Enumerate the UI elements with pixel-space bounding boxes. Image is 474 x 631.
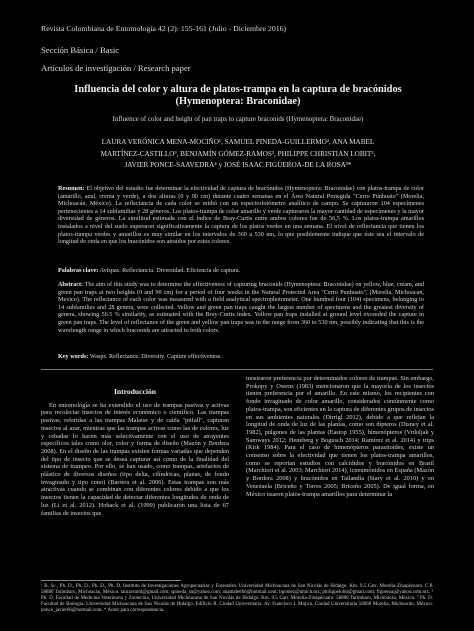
abstract-english-text: The aim of this study was to determine the effectiveness of capturing braconids (Hymenoptera: Braconidae) on yellow, blue, cream, and green pan traps at two heights (0 and 90 cm) for a period of four weeks in the Natural Protected Area "Cerro Punhuato", (Morelia, Michoacan, Mexico). The reflectance of each color was measured with a field analytical spectrophotometer. One hundred four (104) specimens, belonging to 14 subfamilies and 28 genera, were collected. Yellow and green pan traps caught the largest number of specimens and the greatest diversity of genera, showing 56.5 % similarity, as estimated with the Bray-Curtis index. Yellow pan traps installed at ground level exceeded the capture in green pan traps. The level of reflectance of the green and yellow pan traps was in the range from 360 to 530 nm, possibly indicating that this is the wavelength range in which braconids are attracted to both colors. [58, 281, 424, 334]
journal-header: Revista Colombiana de Entomología 42 (2): 155-161 (Julio - Diciembre 2016) [41, 24, 287, 33]
abstract-spanish-text: El objetivo del estudio fue determinar la efectividad de captura de bracónidos (Hymenoptera: Braconidae) con platos-trampa de color (amarillo, azul, crema y verde), a dos alturas (0 y 90 cm) durante cuatro semanas en el Área Natural Protegida "Cerro Punhuato" (Morelia, Michoacán, México). La reflectancia de cada color se midió con un espectrofotómetro analítico de campo. Se capturaron 104 especímenes pertenecientes a 14 subfamilias y 28 géneros. Los platos-trampa de color amarillo y verde capturaron la mayor cantidad de especímenes y la mayor diversidad de géneros. La similitud estimada con el índice de Bray-Curtis entre ambos colores fue de 56,5 %. Los platos-trampa amarillos instalados a nivel del suelo superaron significativamente la captura de los platos verdes en una semana. El nivel de reflectancia que tienen los platos-trampa verdes y amarillos es muy similar en los intervalos de 360 a 530 nm, lo que posiblemente indique que éste sea el intervalo de longitud de onda en que los bracónidos son atraídos por estos colores. [58, 185, 424, 246]
abstract-english-label: Abstract: [58, 281, 84, 288]
keywords-english [58, 353, 424, 361]
article-title: Influencia del color y altura de platos-trampa en la captura de bracónidos (Hymenoptera: Braconidae) [74, 84, 402, 108]
body-column-right [246, 375, 434, 498]
author-affiliations-footnote: ¹ B. Sc., Ph. D., Ph. D., Ph. D., Ph. D. Instituto de Investigaciones Agropecuarias y Forestales. Universidad Michoacana de San Nicolás de Hidalgo. Km. 9.5 Carr. Morelia-Zinapécuaro. C.P. 58880 Tarímbaro, Michoacán, México. lauravmml@gmail.com; spineda_sn@yahoo.com; anamabel66@hotmail.com; bgomez@umich.mx; philippelobit@gmail.com; figueroaj@yahoo.com.mx. ² Ph. D. Facultad de Medicina Veterinaria y Zootecnia, Universidad Michoacana de San Nicolás de Hidalgo. Km. 9.5 Carr. Morelia-Zinapécuaro. 58880 Tarímbaro, Michoacán, México. ³ Ph. D. Facultad de Biología. Universidad Michoacana de San Nicolás de Hidalgo. Edificio R. Ciudad Universitaria. Av. Francisco J. Mújica. Ciudad Universitaria 58060 Morelia, Michoacán, México. ponce_javier66@hotmail.com. * Autor para correspondencia. [41, 584, 433, 614]
intro-heading: Introducción [113, 387, 157, 396]
author-line-1: LAURA VERÓNICA MENA-MOCIÑO¹, SAMUEL PINEDA-GUILLERMO², ANA MABEL [101, 138, 375, 146]
keywords-spanish-text: Avispas. Reflectancia. Diversidad. Eficiencia de captura. [99, 267, 241, 274]
abstract-spanish [58, 185, 424, 246]
section-label: Sección Básica / Basic [41, 45, 120, 55]
intro-paragraph-right: mostraron preferencia por determinados colores de trampas. Sin embargo, Prokopy y Owens (1983) mencionaron que la mayoría de los insectos tienen preferencia por el amarillo. En este mismo, los recipientes con fondo invaginado de color amarillo, considerados comúnmente como platos-trampa, son eficientes en la captura de diferentes grupos de insectos en sus ambientes naturales (Dirrigl 2012), debido a que reflejan la longitud de onda de luz de las plantas, como son dípteros (Disney et al. 1982), pulgones de las plantas (Eastop 1955), himenópteros (Vrdoljak y Samways 2012; Heneberg y Bogusch 2014; Ramírez et al. 2014) y trips (Kirk 1984). Para el caso de himenópteros parasitoides, existe un consenso sobre la efectividad que tienen los platos-trampa amarillos, como se reportan estudios con calcídidos y bracónidos en Brasil (Marchiori et al. 2003; Marchiori 2014), icneumónidos en España (Mazón y Bordera 2008) y bracónidos en Tailandia (Stary et al. 2010) y en Venezuela (Briceño y Torres 2005; Briceño 2005). De igual forma, en México usaron platos-trampa amarillos para determinar la [246, 375, 434, 498]
body-column-left [41, 388, 229, 517]
keywords-spanish-label: Palabras clave: [58, 267, 99, 274]
keywords-english-text: Wasps. Reflectance. Diversity. Capture effectiveness. [89, 353, 222, 360]
author-list [44, 137, 432, 172]
abstract-english [58, 281, 424, 334]
subsection-label: Artículos de investigación / Research paper [41, 63, 191, 73]
article-title-english: Influence of color and height of pan traps to capture braconids (Hymenoptera: Braconidae) [112, 116, 364, 123]
abstract-spanish-label: Resumen: [58, 185, 85, 192]
keywords-english-label: Key words: [58, 353, 89, 360]
intro-paragraph-left: En entomología se ha extendido el uso de trampas pasivas y activas para recolectar insectos de interés económico o científico. Las trampas pasivas, referidas a las trampas Malaise y de caída "pitfall", capturan insectos al azar, mientras que las trampas activas como las de colores, luz y cebadas lo hacen más selectivamente con el uso de atrayentes específicos tales como olor, color y forma de diseño (Mazón y Bordera 2008). En el diseño de las trampas existen formas variadas que dependen del tipo de insecto que se desea capturar así como de la finalidad del sistema de trampeo. Por ello, se han usado, como trampas, artefactos de plástico de diversos diseños (tipo delta, cilíndricas, planas, de fondo invaginado y tipo cono) (Barrera et al. 2006). Estas trampas son más atractivas cuando se combinan con diferentes colores debido a que los insectos tienen la capacidad de detectar diferentes longitudes de onda de luz (Li et al. 2012). Hoback et al. (1999) publicaron una lista de 67 familias de insectos que [41, 401, 229, 517]
footnote-divider [41, 580, 181, 581]
author-line-3: JAVIER PONCE-SAAVEDRA⁴ y JOSÉ ISAAC FIGUEROA-DE LA ROSA³* [124, 161, 352, 170]
keywords-spanish [58, 267, 424, 275]
section-divider [41, 369, 433, 370]
author-line-2: MARTÍNEZ-CASTILLO³, BENJAMÍN GÓMEZ-RAMOS³, PHILIPPE CHRISTIAN LOBIT³, [100, 149, 376, 158]
